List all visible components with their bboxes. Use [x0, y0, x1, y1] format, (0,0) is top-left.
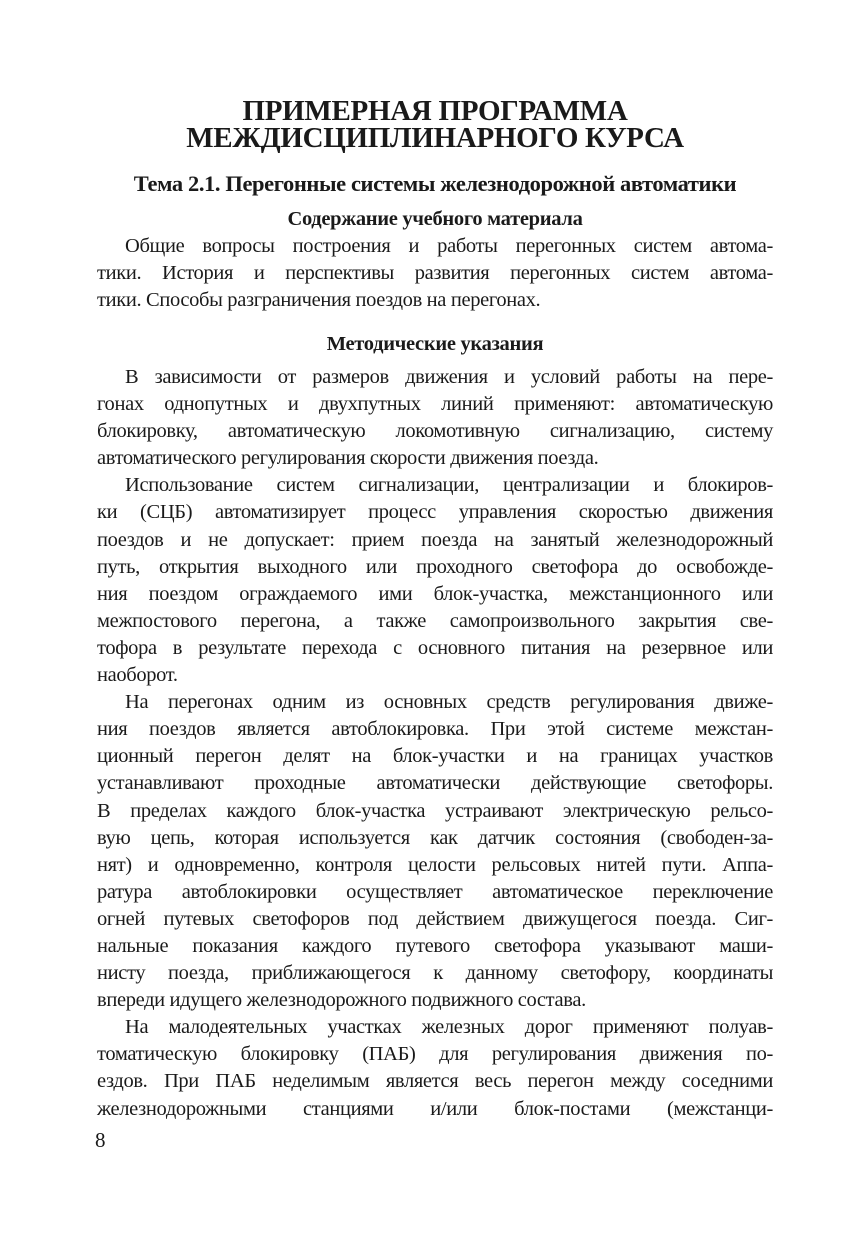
- text-line: Общие вопросы построения и работы перегонных систем автома-: [125, 235, 773, 257]
- text-line: Использование систем сигнализации, централизации и блокиров-: [125, 474, 773, 497]
- text-line: гонах однопутных и двухпутных линий применяют: автоматическую: [97, 393, 773, 416]
- title-line: ПРИМЕРНАЯ ПРОГРАММА: [242, 95, 628, 127]
- text-line: ездов. При ПАБ неделимым является весь перегон между соседними: [97, 1070, 773, 1093]
- text-line: наоборот.: [97, 664, 178, 687]
- page-number: 8: [95, 1128, 106, 1152]
- text-line: нальные показания каждого путевого светофора указывают маши-: [97, 934, 773, 957]
- text-line: вую цепь, которая используется как датчик состояния (свободен-за-: [97, 826, 773, 849]
- method-body: [97, 364, 773, 1123]
- paragraph: [97, 1014, 773, 1122]
- content-heading: Содержание учебного материала: [287, 208, 583, 230]
- text-line: межпостового перегона, а также самопроизвольного закрытия све-: [97, 609, 773, 632]
- text-line: тофора в результате перехода с основного питания на резервное или: [97, 636, 773, 659]
- text-line: нисту поезда, приближающегося к данному светофору, координаты: [97, 962, 773, 985]
- text-line: ния поездов является автоблокировка. При этой системе межстан-: [97, 718, 773, 741]
- text-line: блокировку, автоматическую локомотивную сигнализацию, систему: [97, 420, 773, 443]
- text-line: На малодеятельных участках железных дорог применяют полуав-: [125, 1016, 773, 1039]
- text-line: устанавливают проходные автоматически действующие светофоры.: [97, 772, 773, 795]
- text-line: На перегонах одним из основных средств регулирования движе-: [125, 691, 773, 714]
- title-line: МЕЖДИСЦИПЛИНАРНОГО КУРСА: [186, 122, 684, 154]
- paragraph: [97, 364, 773, 472]
- text-line: нят) и одновременно, контроля целости рельсовых нитей пути. Аппа-: [97, 853, 773, 876]
- paragraph: [97, 472, 773, 689]
- text-line: В зависимости от размеров движения и условий работы на пере-: [125, 366, 773, 388]
- text-line: поездов и не допускает: прием поезда на занятый железнодорожный: [97, 528, 773, 551]
- text-line: путь, открытия выходного или проходного светофора до освобожде-: [97, 555, 773, 578]
- text-line: томатическую блокировку (ПАБ) для регулирования движения по-: [97, 1043, 773, 1066]
- text-line: В пределах каждого блок-участка устраивают электрическую рельсо-: [97, 799, 773, 822]
- text-line: огней путевых светофоров под действием движущегося поезда. Сиг-: [97, 907, 773, 930]
- text-line: ки (СЦБ) автоматизирует процесс управления скоростью движения: [97, 501, 773, 524]
- topic-heading: Тема 2.1. Перегонные системы железнодорожной автоматики: [133, 171, 737, 196]
- paragraph: [97, 689, 773, 1014]
- page-title: [97, 95, 773, 154]
- text-line: ратура автоблокировки осуществляет автоматическое переключение: [97, 880, 773, 903]
- text-line: ционный перегон делят на блок-участки и на границах участков: [97, 745, 773, 768]
- text-line: тики. История и перспективы развития перегонных систем автома-: [97, 262, 773, 285]
- content-paragraph: [97, 233, 773, 314]
- text-line: железнодорожными станциями и/или блок-постами (межстанци-: [97, 1097, 773, 1120]
- text-line: тики. Способы разграничения поездов на перегонах.: [97, 289, 541, 312]
- text-line: автоматического регулирования скорости движения поезда.: [97, 447, 599, 470]
- method-heading: Методические указания: [326, 333, 544, 355]
- text-line: ния поездом ограждаемого ими блок-участка, межстанционного или: [97, 582, 773, 605]
- text-line: впереди идущего железнодорожного подвижного состава.: [97, 989, 586, 1012]
